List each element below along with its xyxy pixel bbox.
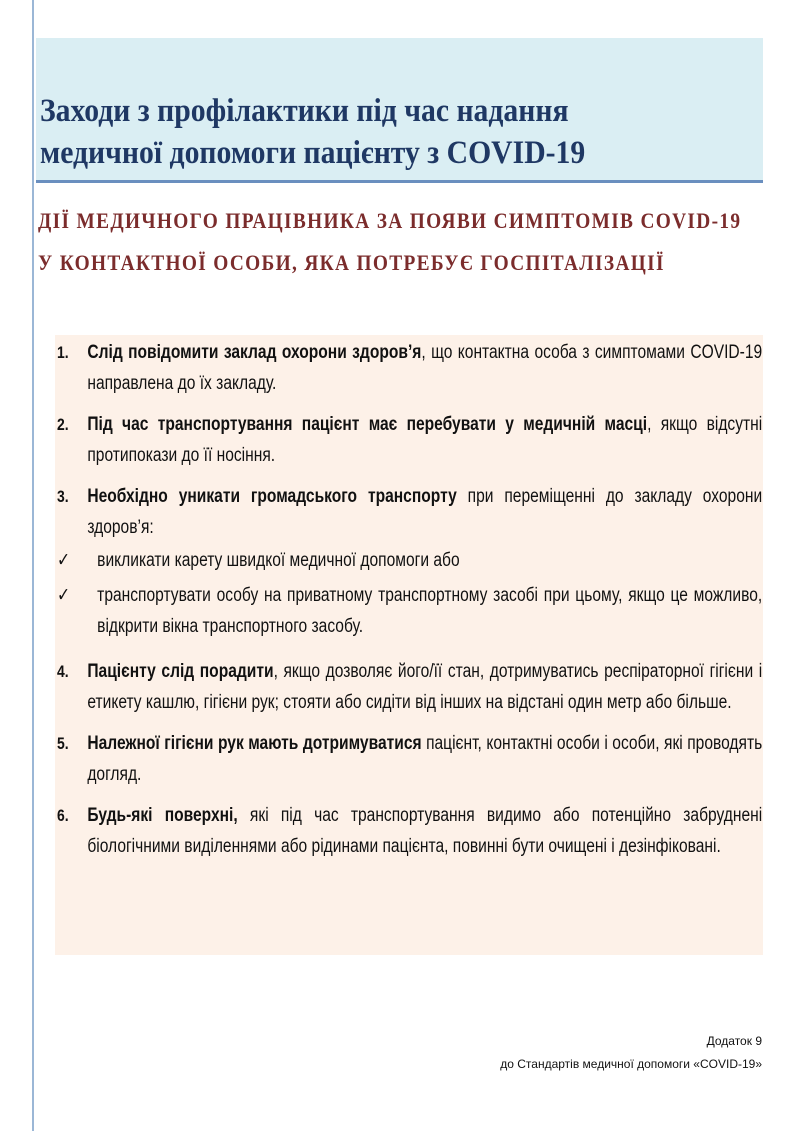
item-number: 1. bbox=[57, 343, 69, 362]
item-bold-text: Необхідно уникати громадського транспорту bbox=[87, 486, 457, 507]
item-bold-text: Під час транспортування пацієнт має перебувати у медичній масці bbox=[87, 414, 648, 435]
item-number: 2. bbox=[57, 415, 69, 434]
footer-line-2: до Стандартів медичної допомоги «COVID-19» bbox=[500, 1057, 762, 1071]
title-line-1: Заходи з профілактики під час надання bbox=[40, 93, 569, 129]
list-item bbox=[57, 800, 762, 862]
item-number: 4. bbox=[57, 662, 69, 681]
item-text: які під час транспортування видимо або потенційно забруднені біологічними виділеннями або рідинами пацієнта, повинні бути очищені і дезінфіковані. bbox=[87, 805, 763, 857]
footer-note bbox=[500, 1030, 762, 1076]
item-text: , що контактна особа з симптомами COVID-19 направлена до їх закладу. bbox=[87, 342, 763, 394]
item-text: при переміщенні до закладу охорони здоров’я: bbox=[87, 486, 763, 538]
list-item bbox=[57, 409, 762, 471]
check-item bbox=[57, 545, 762, 576]
item-bold-text: Належної гігієни рук мають дотримуватися bbox=[87, 733, 422, 754]
item-number: 3. bbox=[57, 487, 69, 506]
page-margin-line bbox=[32, 0, 34, 1131]
item-text: пацієнт, контактні особи і особи, які проводять догляд. bbox=[87, 733, 763, 785]
list-item bbox=[57, 656, 762, 718]
item-bold-text: Слід повідомити заклад охорони здоров’я bbox=[87, 342, 422, 363]
list-item bbox=[57, 481, 762, 543]
item-bold-text: Пацієнту слід порадити bbox=[87, 661, 274, 682]
check-item bbox=[57, 580, 762, 642]
list-item bbox=[57, 728, 762, 790]
page-title bbox=[40, 90, 585, 174]
section-subtitle: ДІЇ МЕДИЧНОГО ПРАЦІВНИКА ЗА ПОЯВИ СИМПТОМІВ COVID-19 У КОНТАКТНОЇ ОСОБИ, ЯКА ПОТРЕБУЄ ГОСПІТАЛІЗАЦІЇ bbox=[38, 208, 742, 275]
item-number: 6. bbox=[57, 806, 69, 825]
title-banner bbox=[36, 38, 763, 183]
item-text: , якщо відсутні протипокази до її носіння. bbox=[87, 414, 763, 466]
checkmark-icon: ✓ bbox=[57, 550, 71, 571]
list-item bbox=[57, 337, 762, 399]
item-bold-text: Будь-які поверхні, bbox=[87, 805, 238, 826]
item-number: 5. bbox=[57, 734, 69, 753]
check-text: викликати карету швидкої медичної допомоги або bbox=[97, 550, 460, 571]
check-text: транспортувати особу на приватному транспортному засобі при цьому, якщо це можливо, відкрити вікна транспортного засобу. bbox=[97, 585, 763, 637]
footer-line-1: Додаток 9 bbox=[706, 1034, 762, 1048]
title-line-2: медичної допомоги пацієнту з COVID-19 bbox=[40, 135, 586, 171]
measures-list bbox=[57, 337, 762, 872]
item-text: , якщо дозволяє його/її стан, дотримуватись респіраторної гігієни і етикету кашлю, гігієни рук; стояти або сидіти від інших на відстані один метр або більше. bbox=[87, 661, 763, 713]
checkmark-icon: ✓ bbox=[57, 585, 71, 606]
